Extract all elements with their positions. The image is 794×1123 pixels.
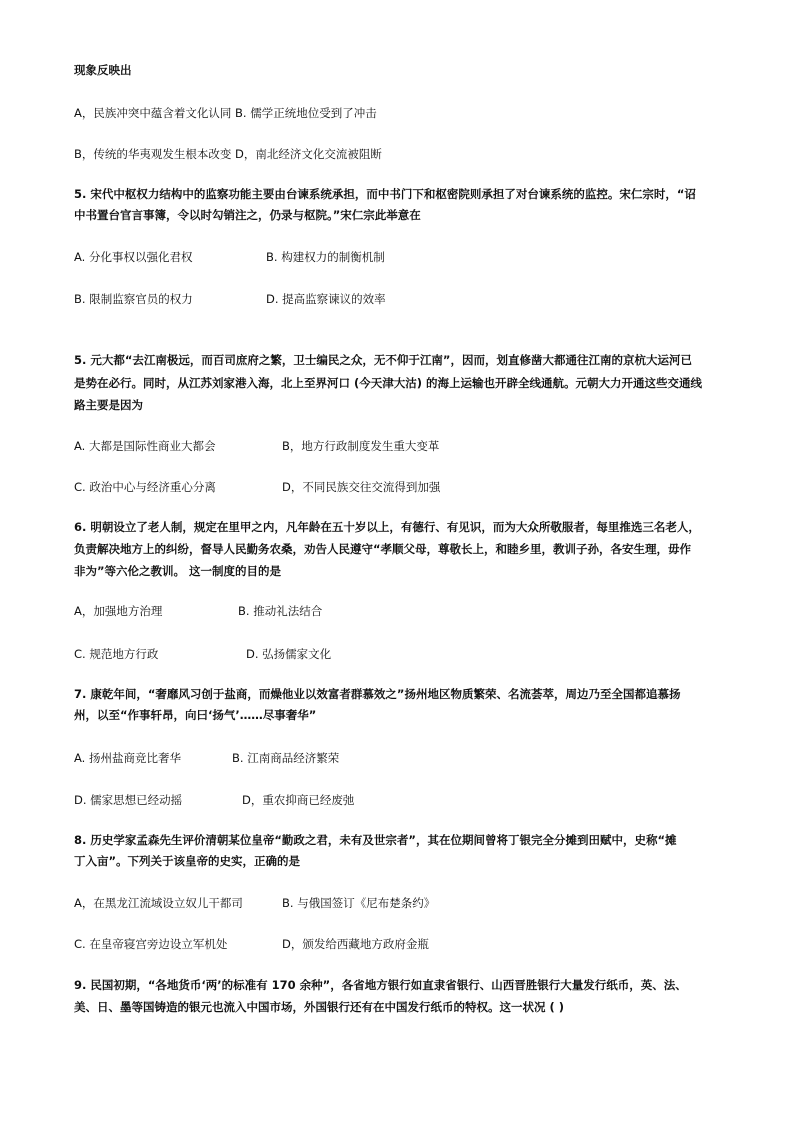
q5b-option-c: C. 政治中心与经济重心分离 xyxy=(74,480,216,494)
q7-option-c: D. 儒家思想已经动摇 xyxy=(74,793,183,807)
q6-option-b: B. 推动礼法结合 xyxy=(238,604,323,618)
q5a-option-d: D. 提高监察谏议的效率 xyxy=(266,292,386,306)
q6-option-a: A，加强地方治理 xyxy=(74,604,163,618)
q7-option-a: A. 扬州盐商竞比奢华 xyxy=(74,751,181,765)
q8-option-d: D，颁发给西藏地方政府金瓶 xyxy=(282,937,429,951)
q5b-option-a: A. 大都是国际性商业大都会 xyxy=(74,439,216,453)
q6-stem-line1: 6. 明朝设立了老人制，规定在里甲之内，凡年龄在五十岁以上，有德行、有见识，而为大众所敬服者，每里推选三名老人， xyxy=(74,520,700,534)
q8-stem-line1: 8. 历史学家孟森先生评价清朝某位皇帝“勤政之君，未有及世宗者”，其在位期间曾将丁银完全分摊到田赋中，史称“摊 xyxy=(74,833,677,847)
q8-option-b: B. 与俄国签订《尼布楚条约》 xyxy=(282,896,436,910)
q5b-stem-line1: 5. 元大都“去江南极远，而百司庶府之繁，卫士编民之众，无不仰于江南”，因而，划直修凿大都通往江南的京杭大运河已 xyxy=(74,353,692,367)
q7-stem-line2: 州，以至“作事轩昂，向曰‘扬气’……尽事奢华” xyxy=(74,708,317,722)
q7-option-d: D，重农抑商已经废弛 xyxy=(242,793,355,807)
q8-option-a: A，在黑龙江流域设立奴儿干都司 xyxy=(74,896,243,910)
q7-option-b: B. 江南商品经济繁荣 xyxy=(232,751,340,765)
q4-options-row1: A，民族冲突中蕴含着文化认同 B. 儒学正统地位受到了冲击 xyxy=(74,106,377,120)
q8-stem-line2: 丁入亩”。下列关于该皇帝的史实，正确的是 xyxy=(74,854,301,868)
q8-option-c: C. 在皇帝寝宫旁边设立军机处 xyxy=(74,937,228,951)
q6-stem-line2: 负责解决地方上的纠纷，督导人民勤务农桑，劝告人民遵守“孝顺父母，尊敬长上，和睦乡里，教训子孙，各安生理，毋作 xyxy=(74,542,692,556)
q9-stem-line2: 美、日、墨等国铸造的银元也流入中国市场，外国银行还有在中国发行纸币的特权。这一状况 ( ) xyxy=(74,1000,565,1014)
q7-stem-line1: 7. 康乾年间，“奢靡风习创于盐商，而燥他业以效富者群慕效之”扬州地区物质繁荣、名流荟萃，周边乃至全国都追慕扬 xyxy=(74,687,681,701)
q5a-option-b: B. 构建权力的制衡机制 xyxy=(266,250,385,264)
q6-option-c: C. 规范地方行政 xyxy=(74,647,159,661)
q9-stem-line1: 9. 民国初期，“各地货币‘两’的标准有 170 余种”，各省地方银行如直隶省银行、山西晋胜银行大量发行纸币，英、法、 xyxy=(74,978,687,992)
q6-stem-line3: 非为”等六伦之教训。 这一制度的目的是 xyxy=(74,564,282,578)
q5b-option-d: D，不同民族交往交流得到加强 xyxy=(282,480,441,494)
q5b-stem-line2: 是势在必行。同时，从江苏刘家港入海，北上至界河口 (今天津大沽) 的海上运输也开辟全线通航。元朝大力开通这些交通线 xyxy=(74,376,703,390)
q6-option-d: D. 弘扬儒家文化 xyxy=(246,647,332,661)
q5a-option-a: A. 分化事权以强化君权 xyxy=(74,250,193,264)
question-stem-tail: 现象反映出 xyxy=(74,63,132,77)
q5b-option-b: B，地方行政制度发生重大变革 xyxy=(282,439,440,453)
q5a-option-c: B. 限制监察官员的权力 xyxy=(74,292,193,306)
q4-options-row2: B，传统的华夷观发生根本改变 D，南北经济文化交流被阻断 xyxy=(74,147,382,161)
q5a-stem-line1: 5. 宋代中枢权力结构中的监察功能主要由台谏系统承担，而中书门下和枢密院则承担了对台谏系统的监控。宋仁宗时，“诏 xyxy=(74,187,696,201)
q5a-stem-line2: 中书置台官言事簿，令以时勾销注之，仍录与枢院。”宋仁宗此举意在 xyxy=(74,208,421,222)
q5b-stem-line3: 路主要是因为 xyxy=(74,398,143,412)
